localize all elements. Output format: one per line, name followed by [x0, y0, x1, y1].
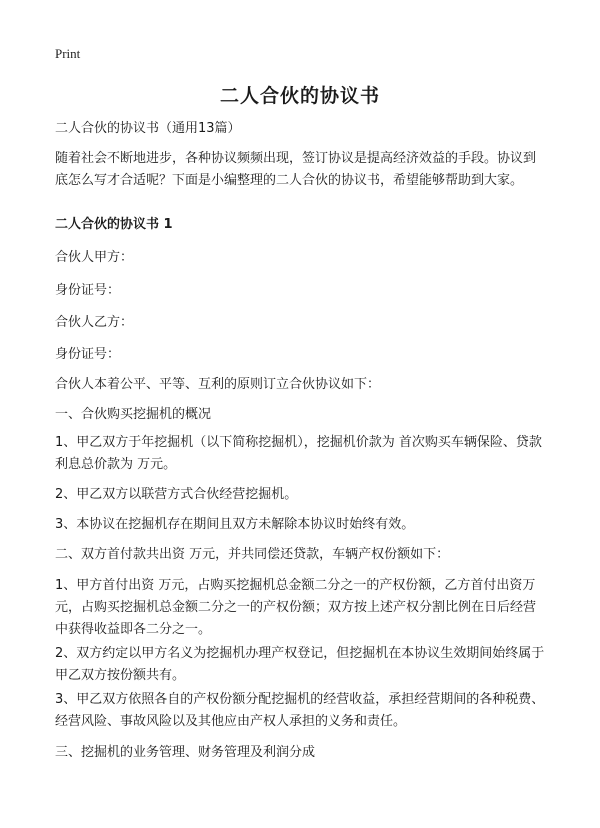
section-heading: 二人合伙的协议书 1	[55, 217, 173, 232]
id-a-label: 身份证号：	[55, 283, 121, 298]
page-title: 二人合伙的协议书	[219, 85, 380, 107]
clause-2-item-3: 3、甲乙双方依照各自的产权份额分配挖掘机的经营收益，承担经营期间的各种税费、经营风险、事故风险以及其他应由产权人承担的义务和责任。	[55, 692, 545, 729]
intro-paragraph: 随着社会不断地进步，各种协议频频出现，签订协议是提高经济效益的手段。协议到底怎么写才合适呢？下面是小编整理的二人合伙的协议书，希望能够帮助到大家。	[55, 151, 537, 188]
id-b-label: 身份证号：	[55, 347, 121, 362]
clause-1-item-3: 3、本协议在挖掘机存在期间且双方未解除本协议时始终有效。	[55, 517, 415, 532]
clause-2-item-1: 1、甲方首付出资 万元，占购买挖掘机总金额二分之一的产权份额，乙方首付出资万元，占购买挖掘机总金额二分之一的产权份额；双方按上述产权分割比例在日后经营中获得收益即各二分之一。	[55, 578, 537, 637]
document-subtitle: 二人合伙的协议书（通用13篇）	[55, 121, 241, 136]
clause-1-title: 一、合伙购买挖掘机的概况	[55, 407, 212, 422]
principle-paragraph: 合伙人本着公平、平等、互利的原则订立合伙协议如下：	[55, 377, 381, 392]
clause-1-item-1: 1、甲乙双方于年挖掘机（以下简称挖掘机），挖掘机价款为 首次购买车辆保险、贷款利息总价款为 万元。	[55, 435, 542, 472]
party-b-label: 合伙人乙方：	[55, 315, 134, 330]
print-link[interactable]: Print	[55, 46, 81, 61]
party-a-label: 合伙人甲方：	[55, 250, 134, 265]
clause-3-title: 三、挖掘机的业务管理、财务管理及利润分成	[55, 745, 316, 760]
clause-1-item-2: 2、甲乙双方以联营方式合伙经营挖掘机。	[55, 487, 298, 502]
clause-2-title: 二、双方首付款共出资 万元，并共同偿还贷款，车辆产权份额如下：	[55, 547, 450, 562]
clause-2-item-2: 2、双方约定以甲方名义为挖掘机办理产权登记，但挖掘机在本协议生效期间始终属于甲乙双方按份额共有。	[55, 646, 545, 683]
